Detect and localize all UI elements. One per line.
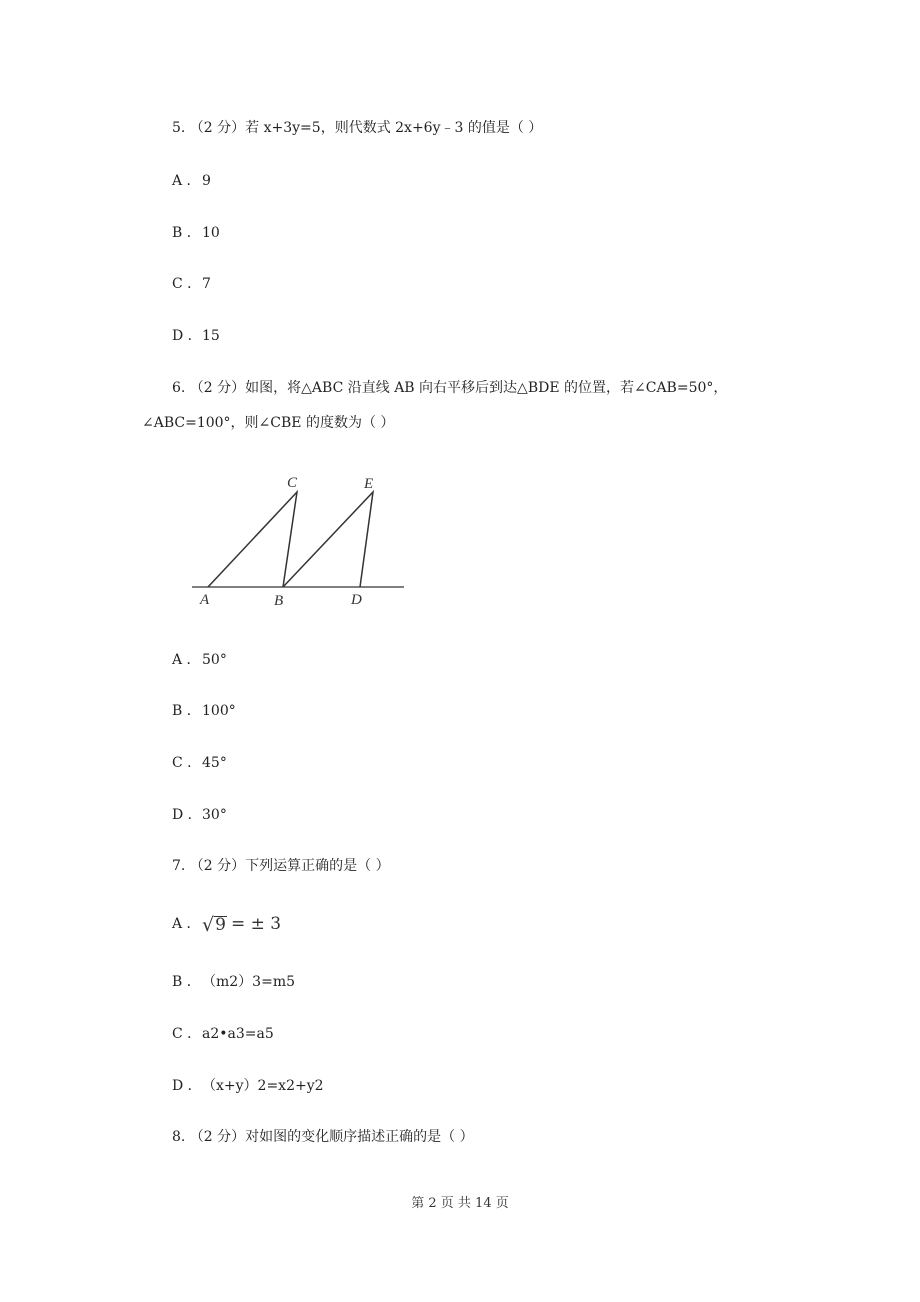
q7-option-d [172,1076,324,1096]
q8-stem: 8. （2 分）对如图的变化顺序描述正确的是（ ） [172,1129,474,1145]
q5-stem: 5. （2 分）若 x+3y=5，则代数式 2x+6y﹣3 的值是（ ） [172,120,543,136]
option-letter: C ． [172,276,202,292]
q7-stem: 7. （2 分）下列运算正确的是（ ） [172,858,390,874]
page-footer: 第 2 页 共 14 页 [411,1196,509,1211]
option-letter: C ． [172,1026,202,1042]
triangle-bde [283,492,373,587]
q6-option-d [172,805,227,825]
label-d: D [351,592,362,608]
q7-option-a [172,914,281,934]
q5-option-a [172,171,211,191]
radicand: 9 [215,915,226,935]
label-a: A [200,592,210,608]
option-text: 30° [202,807,227,823]
q5-option-c [172,274,211,294]
q6-stem-line2: ∠ABC=100°，则∠CBE 的度数为（ ） [142,415,395,431]
radical-sign-icon: √ [202,914,215,936]
option-text: 7 [202,276,211,292]
label-c: C [287,475,298,491]
option-letter: A ． [172,652,201,668]
option-letter: C ． [172,755,202,771]
sqrt-expression [202,914,281,934]
option-letter: A ． [172,173,201,189]
q6-stem-line1: 6. （2 分）如图，将△ABC 沿直线 AB 向右平移后到达△BDE 的位置，若∠CAB=50°， [172,380,728,396]
option-letter: B ． [172,703,201,719]
translation-triangle-figure [190,468,406,610]
option-letter: B ． [172,974,201,990]
option-letter: D ． [172,807,202,823]
triangle-abc [208,492,297,587]
expression-rest: = ± 3 [230,914,282,934]
option-letter: D ． [172,1078,202,1094]
option-text: a2•a3=a5 [202,1026,274,1042]
option-text: 10 [202,225,220,241]
q6-option-c [172,753,227,773]
label-e: E [364,476,374,492]
option-text: （x+y）2=x2+y2 [202,1078,324,1094]
label-b: B [274,593,284,609]
option-text: 9 [202,173,211,189]
q6-option-b [172,701,236,721]
option-letter: B ． [172,225,201,241]
option-text: 45° [202,755,227,771]
q5-option-d [172,326,220,346]
q6-option-a [172,650,227,670]
option-text: 15 [202,328,220,344]
option-letter: A ． [172,916,201,932]
q5-option-b [172,223,220,243]
q7-option-c [172,1024,274,1044]
q7-option-b [172,972,295,992]
option-letter: D ． [172,328,202,344]
option-text: （m2）3=m5 [202,974,296,990]
option-text: 50° [202,652,227,668]
option-text: 100° [202,703,236,719]
